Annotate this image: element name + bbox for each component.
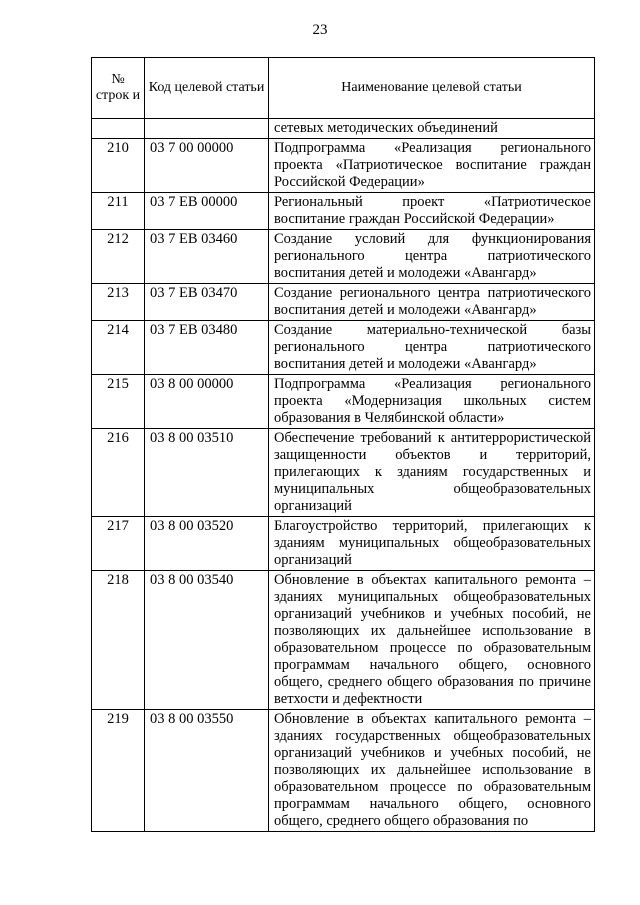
target-name-cell: Подпрограмма «Реализация регионального проекта «Патриотическое воспитание граждан Российской Федерации» [269,139,595,193]
row-number-cell: 215 [92,375,145,429]
row-number-cell: 213 [92,284,145,321]
target-name-cell: Создание регионального центра патриотического воспитания детей и молодежи «Авангард» [269,284,595,321]
target-code-cell: 03 8 00 03520 [145,517,269,571]
target-code-cell: 03 7 ЕВ 03470 [145,284,269,321]
continuation-row [92,119,595,139]
target-code-cell: 03 8 00 03510 [145,429,269,517]
target-code-cell: 03 7 ЕВ 03480 [145,321,269,375]
row-number-cell: 214 [92,321,145,375]
page-number: 23 [312,22,328,38]
table-row [92,139,595,193]
target-articles-table [91,57,595,832]
target-name-cell: Подпрограмма «Реализация регионального проекта «Модернизация школьных систем образования в Челябинской области» [269,375,595,429]
row-number-cell: 219 [92,710,145,832]
continuation-code-cell [145,119,269,139]
target-name-cell: Обновление в объектах капитального ремонта – зданиях муниципальных общеобразовательных организаций учебников и учебных пособий, не позволяющих их дальнейшее использование в образовательном процессе по образовательным программам начального общего, основного общего, среднего общего образования по причине ветхости и дефектности [269,571,595,710]
header-row-number: № строк и [92,58,145,119]
table-row [92,193,595,230]
row-number-cell: 211 [92,193,145,230]
target-code-cell: 03 8 00 00000 [145,375,269,429]
target-code-cell: 03 8 00 03550 [145,710,269,832]
target-name-cell: Благоустройство территорий, прилегающих к зданиям муниципальных общеобразовательных организаций [269,517,595,571]
table-row [92,321,595,375]
row-number-cell: 218 [92,571,145,710]
row-number-cell: 216 [92,429,145,517]
table-row [92,517,595,571]
table-row [92,710,595,832]
header-target-name: Наименование целевой статьи [269,58,595,119]
target-code-cell: 03 7 00 00000 [145,139,269,193]
table-header-row [92,58,595,119]
row-number-cell: 210 [92,139,145,193]
row-number-cell: 217 [92,517,145,571]
continuation-name-cell: сетевых методических объединений [269,119,595,139]
table-row [92,429,595,517]
target-code-cell: 03 8 00 03540 [145,571,269,710]
table-row [92,284,595,321]
row-number-cell: 212 [92,230,145,284]
target-name-cell: Обновление в объектах капитального ремонта – зданиях государственных общеобразовательных организаций учебников и учебных пособий, не позволяющих их дальнейшее использование в образовательном процессе по образовательным программам начального общего, основного общего, среднего общего образования по [269,710,595,832]
target-code-cell: 03 7 ЕВ 00000 [145,193,269,230]
table-row [92,571,595,710]
header-target-code: Код целевой статьи [145,58,269,119]
target-name-cell: Региональный проект «Патриотическое воспитание граждан Российской Федерации» [269,193,595,230]
target-code-cell: 03 7 ЕВ 03460 [145,230,269,284]
target-name-cell: Обеспечение требований к антитеррористической защищенности объектов и территорий, прилегающих к зданиям государственных и муниципальных общеобразовательных организаций [269,429,595,517]
continuation-num-cell [92,119,145,139]
target-name-cell: Создание материально-технической базы регионального центра патриотического воспитания детей и молодежи «Авангард» [269,321,595,375]
target-name-cell: Создание условий для функционирования регионального центра патриотического воспитания детей и молодежи «Авангард» [269,230,595,284]
table-row [92,230,595,284]
table-row [92,375,595,429]
